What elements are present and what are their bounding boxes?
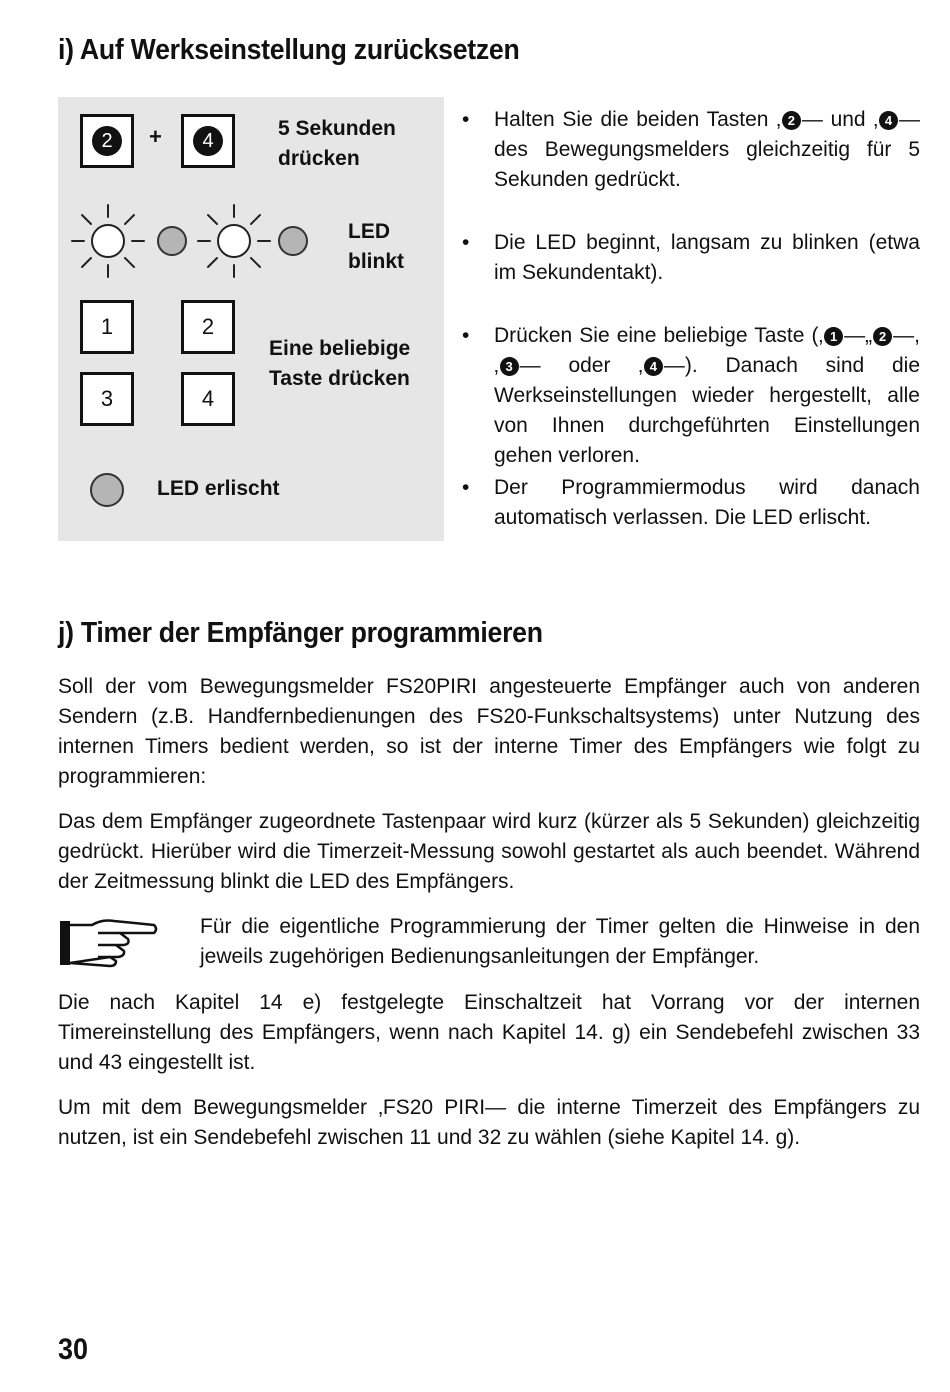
list-item [462,473,920,533]
text-run: — und ‚ [801,108,878,131]
key-4-label: 4 [193,126,223,156]
key-1-icon: 1 [824,327,843,346]
led-off-label: LED erlischt [157,477,280,500]
key-4-icon: 4 [879,111,898,130]
note-text: Für die eigentliche Programmierung der Timer gelten die Hinweise in den jeweils zugehörigen Bedienungsanleitungen der Empfänger. [200,915,920,968]
key-1 [80,300,134,354]
led-blink-label: LED blinkt [348,220,404,273]
key-4 [181,372,235,426]
page-number: 30 [58,1333,89,1366]
section-i-heading: i) Auf Werkseinstellung zurücksetzen [58,34,520,66]
text-run: — oder ‚ [519,354,643,377]
bullet-marker: • [462,476,470,499]
text-run: —, ‚ [494,324,920,377]
paragraph: Das dem Empfänger zugeordnete Tastenpaar wird kurz (kürzer als 5 Sekunden) gleichzeitig gedrückt. Hierüber wird die Timerzeit-Messung sowohl gestartet als auch beendet. Während der Zeitmessung blinkt die LED des Empfängers. [58,810,920,893]
list-item [462,105,920,195]
text-run: —). Danach sind die Werkseinstellungen wieder hergestellt, alle von Ihnen durchgeführten Einstellungen gehen verloren. [494,354,920,467]
plus-sign: + [149,124,162,149]
list-item [462,228,920,288]
text-run: Der Programmiermodus wird danach automatisch verlassen. Die LED erlischt. [494,476,920,529]
section-j-heading: j) Timer der Empfänger programmieren [58,617,543,649]
bullet-marker: • [462,231,470,254]
list-item [462,321,920,471]
key-2-icon: 2 [782,111,801,130]
any-key-label: Eine beliebige Taste drücken [269,337,411,390]
key-3 [80,372,134,426]
key-2-label: 2 [92,126,122,156]
led-on-icon [68,201,148,281]
led-off-icon [157,226,187,256]
key-2-label: 2 [201,314,215,339]
key-1-label: 1 [100,314,114,339]
key-3-label: 3 [100,386,114,411]
paragraph: Um mit dem Bewegungsmelder ‚FS20 PIRI— die interne Timerzeit des Empfängers zu nutzen, ist ein Sendebefehl zwischen 11 und 32 zu wählen (siehe Kapitel 14. g). [58,1096,920,1149]
text-run: Drücken Sie eine beliebige Taste (‚ [494,324,824,347]
led-off-icon [90,473,124,507]
pointing-hand-icon [58,915,160,969]
text-run: — des Bewegungsmelders gleichzeitig für 5 Sekunden gedrückt. [494,108,920,191]
text-run: Halten Sie die beiden Tasten ‚ [494,108,781,131]
led-off-icon [278,226,308,256]
key-2-icon: 2 [873,327,892,346]
key-3-icon: 3 [500,357,519,376]
led-on-icon [194,201,274,281]
key-4 [181,114,235,168]
bullet-marker: • [462,324,470,347]
paragraph: Soll der vom Bewegungsmelder FS20PIRI angesteuerte Empfänger auch von anderen Sendern (z.B. Handfernbedienungen des FS20-Funkschaltsystems) unter Nutzung des internen Timers bedient werden, so ist der interne Timer des Empfängers wie folgt zu programmieren: [58,675,920,788]
key-4-label: 4 [201,386,215,411]
key-2 [181,300,235,354]
bullet-marker: • [462,108,470,131]
paragraph: Die nach Kapitel 14 e) festgelegte Einschaltzeit hat Vorrang vor der internen Timereinstellung des Empfängers, wenn nach Kapitel 14. g) ein Sendebefehl zwischen 33 und 43 eingestellt ist. [58,991,920,1074]
key-4-icon: 4 [644,357,663,376]
text-run: —„ [844,324,873,347]
text-run: Die LED beginnt, langsam zu blinken (etwa im Sekundentakt). [494,231,920,284]
press-5s-label: 5 Sekunden drücken [278,117,396,170]
key-2 [80,114,134,168]
diagram-panel [58,97,444,541]
